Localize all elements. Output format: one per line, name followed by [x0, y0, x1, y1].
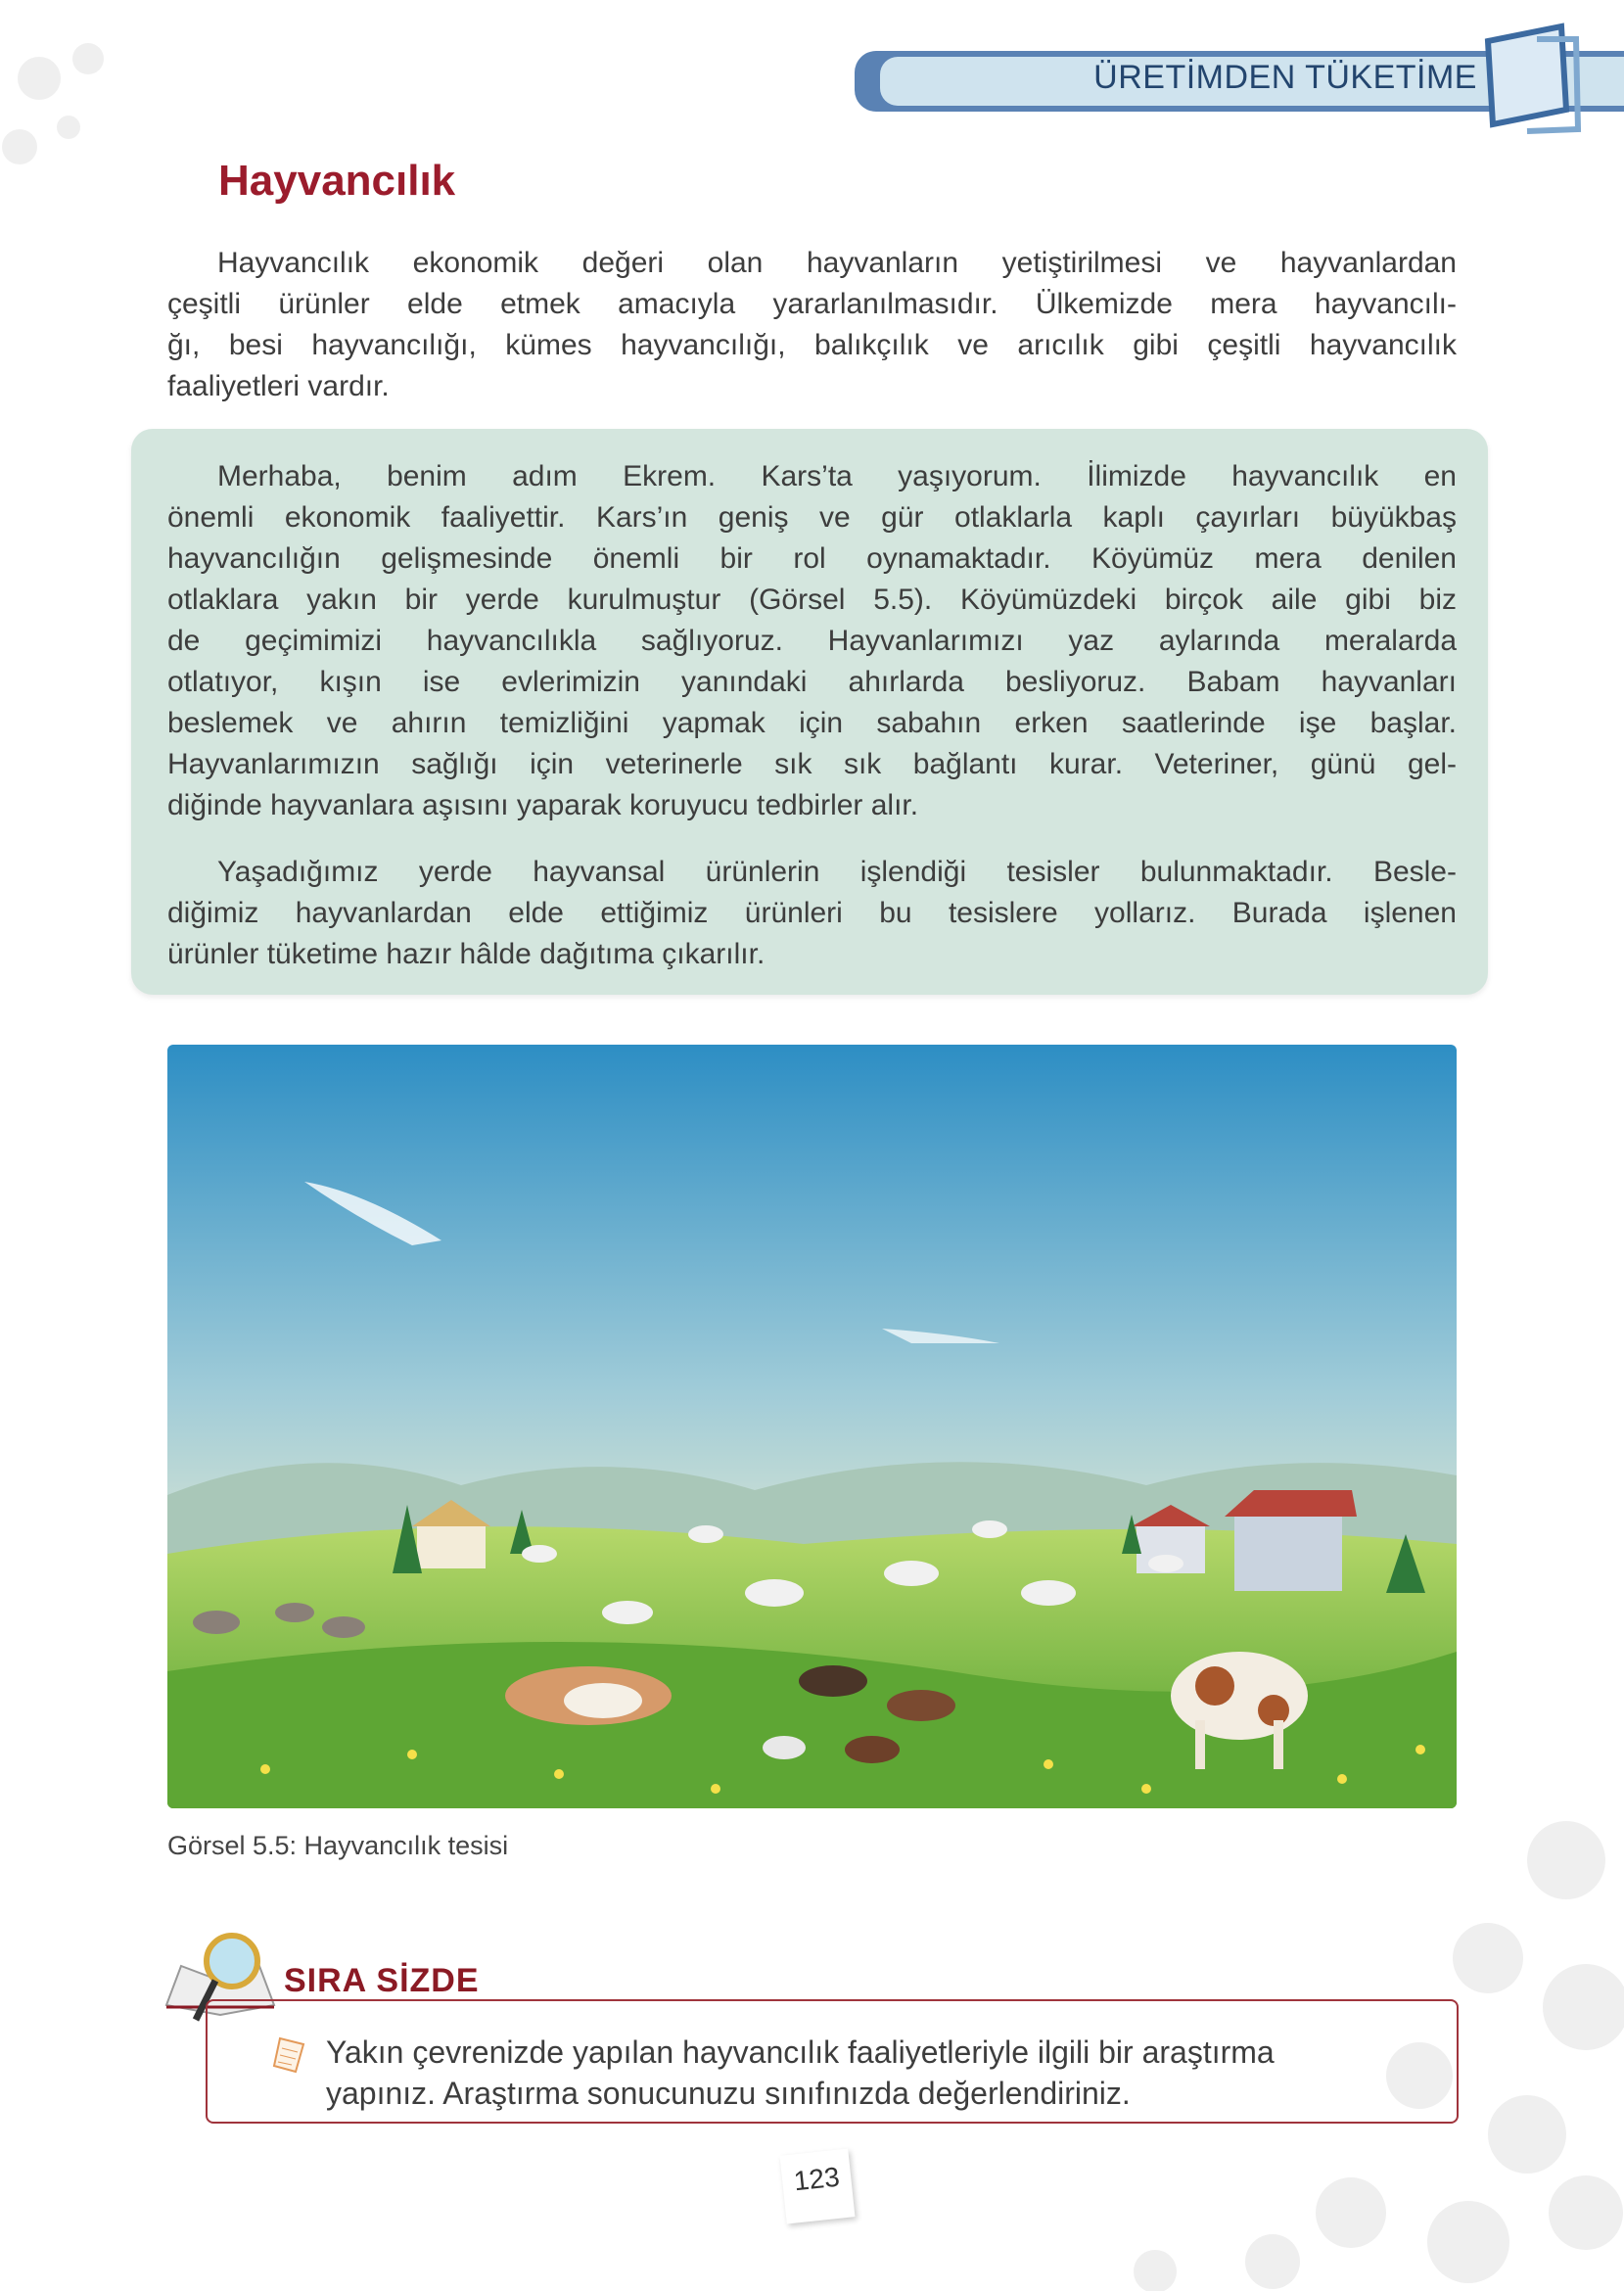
farm-illustration [167, 1045, 1457, 1808]
activity-title: SIRA SİZDE [284, 1962, 480, 1999]
activity-text [326, 2032, 1275, 2114]
text-line: Yaşadığımız yerde hayvansal ürünlerin işlendiği tesisler bulunmaktadır. Besle- [217, 856, 1457, 888]
page-icon [1468, 22, 1596, 139]
text-line: diğimiz hayvanlardan elde ettiğimiz ürünleri bu tesislere yollarız. Burada işlenen [167, 897, 1457, 929]
text-line: Hayvancılık ekonomik değeri olan hayvanların yetiştirilmesi ve hayvanlardan [217, 247, 1457, 279]
text-line: ürünler tüketime hazır hâlde dağıtıma çıkarılır. [167, 938, 766, 970]
text-line: de geçimimizi hayvancılıkla sağlıyoruz. Hayvanlarımızı yaz aylarında meralarda [167, 625, 1457, 657]
intro-paragraph [167, 243, 1457, 407]
chapter-title: ÜRETİMDEN TÜKETİME [1093, 59, 1477, 96]
text-line: önemli ekonomik faaliyettir. Kars’ın geniş ve gür otlaklarla kaplı çayırları büyükbaş [167, 501, 1457, 534]
text-line: otlaklara yakın bir yerde kurulmuştur (Görsel 5.5). Köyümüzdeki birçok aile gibi biz [167, 584, 1457, 616]
text-line: diğinde hayvanlara aşısını yaparak koruyucu tedbirler alır. [167, 789, 919, 821]
text-line: faaliyetleri vardır. [167, 370, 390, 402]
text-line: otlatıyor, kışın ise evlerimizin yanındaki ahırlarda besliyoruz. Babam hayvanları [167, 666, 1457, 698]
page-number: 123 [780, 2149, 856, 2224]
text-line: Yakın çevrenizde yapılan hayvancılık faaliyetleriyle ilgili bir araştırma [326, 2034, 1275, 2070]
text-line: çeşitli ürünler elde etmek amacıyla yararlanılmasıdır. Ülkemizde mera hayvancılı- [167, 288, 1457, 320]
text-line: Merhaba, benim adım Ekrem. Kars’ta yaşıyorum. İlimizde hayvancılık en [217, 460, 1457, 492]
text-line: hayvancılığın gelişmesinde önemli bir rol oynamaktadır. Köyümüz mera denilen [167, 542, 1457, 575]
text-line: yapınız. Araştırma sonucunuzu sınıfınızda değerlendiriniz. [326, 2076, 1131, 2111]
section-heading: Hayvancılık [218, 157, 456, 205]
story-paragraph-1 [167, 456, 1457, 826]
text-line: beslemek ve ahırın temizliğini yapmak için sabahın erken saatlerinde işe başlar. [167, 707, 1457, 739]
text-line: ğı, besi hayvancılığı, kümes hayvancılığı, balıkçılık ve arıcılık gibi çeşitli hayvancılık [167, 329, 1457, 361]
figure-caption: Görsel 5.5: Hayvancılık tesisi [167, 1831, 509, 1860]
text-line: Hayvanlarımızın sağlığı için veterinerle sık sık bağlantı kurar. Veteriner, günü gel- [167, 748, 1457, 780]
story-paragraph-2 [167, 852, 1457, 975]
notepad-icon [272, 2034, 307, 2074]
